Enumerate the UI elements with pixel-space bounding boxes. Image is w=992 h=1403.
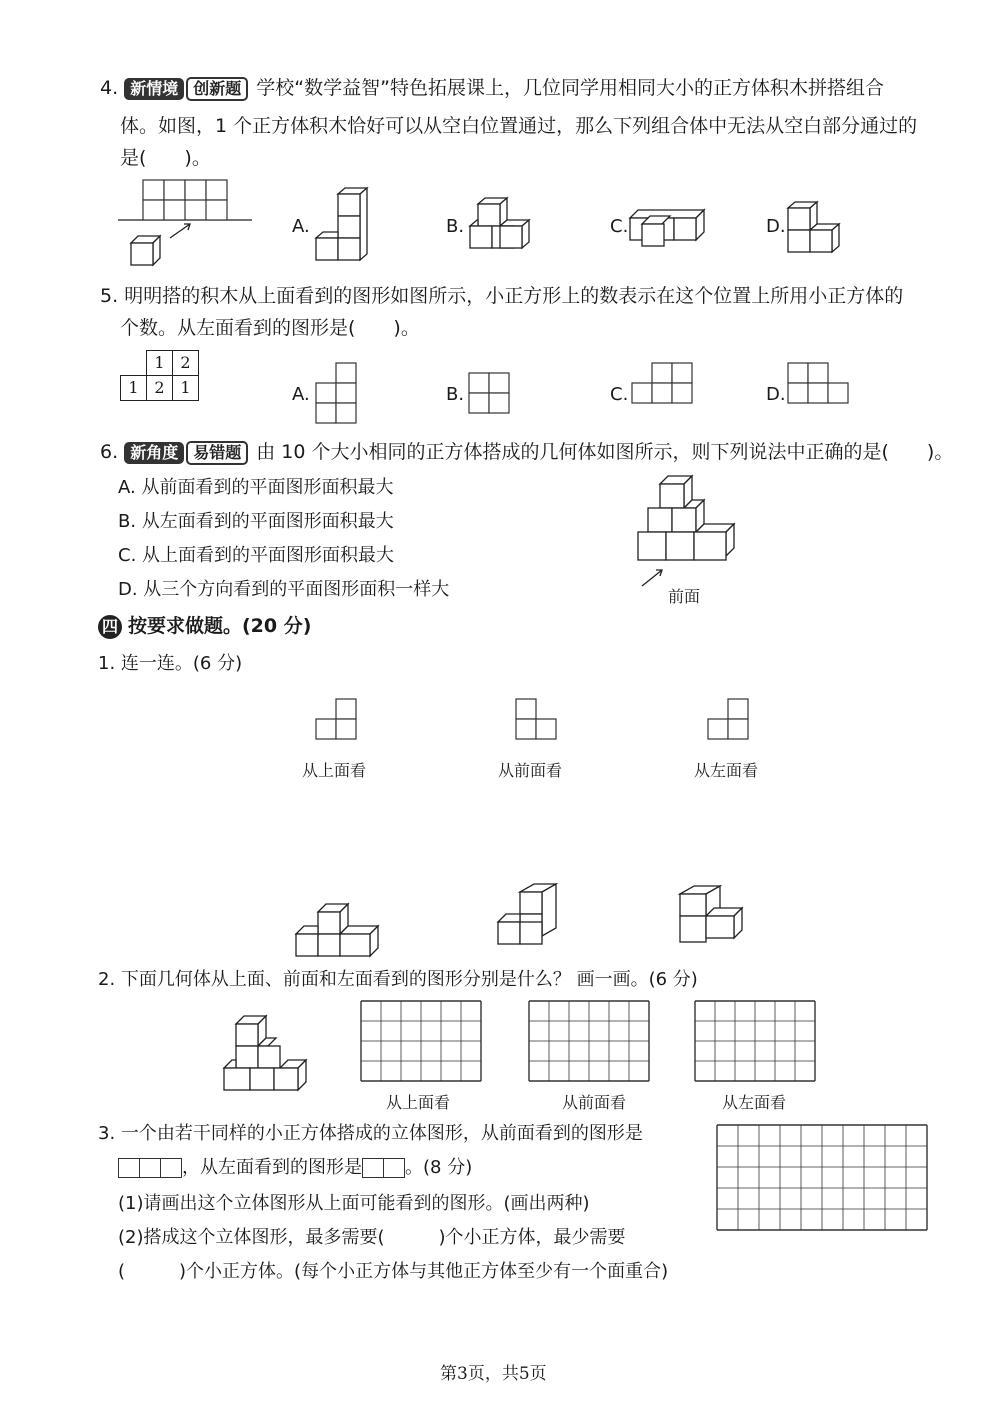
- p1-solid-2: [498, 884, 568, 946]
- q4-option-b-figure: [470, 198, 532, 250]
- p2-grid-top[interactable]: [360, 1000, 484, 1086]
- q5-option-b-figure: [468, 372, 512, 416]
- p1-view-label-front: 从前面看: [498, 761, 563, 780]
- q5-cell: 1: [172, 375, 199, 401]
- p1-solid-3: [680, 884, 750, 946]
- q6-tag-error-prone: 易错题: [186, 441, 248, 465]
- p3-sub-2: (2)搭成这个立体图形，最多需要( )个小正方体，最少需要: [118, 1227, 626, 1248]
- p3-sub-1: (1)请画出这个立体图形从上面可能看到的图形。(画出两种): [118, 1193, 590, 1214]
- q6-choice-d: D. 从三个方向看到的平面图形面积一样大: [118, 579, 450, 600]
- p2-grid-front[interactable]: [528, 1000, 652, 1086]
- p3-front-view-shape: [118, 1156, 182, 1180]
- q5-option-b-label: B.: [446, 384, 465, 405]
- q6-tag-new-angle: 新角度: [124, 442, 184, 464]
- p1-view-shape-1: [316, 698, 360, 742]
- q4-option-d-label: D.: [766, 216, 786, 237]
- q4-option-b-label: B.: [446, 216, 465, 237]
- section4-heading: [98, 614, 311, 639]
- q6-line1: [100, 440, 953, 465]
- section4-marker: 四: [98, 615, 122, 639]
- q5-top-view-grid: [120, 350, 200, 402]
- q6-choice-c: C. 从上面看到的平面图形面积最大: [118, 545, 395, 566]
- p1-view-label-top: 从上面看: [302, 761, 367, 780]
- q4-line1: [100, 76, 884, 101]
- q6-front-label: 前面: [668, 587, 701, 606]
- q4-text-3: 是( )。: [120, 147, 211, 169]
- q4-text-1: 学校“数学益智”特色拓展课上，几位同学用相同大小的正方体积木拼搭组合: [256, 77, 884, 99]
- p1-view-shape-2: [516, 698, 560, 742]
- q4-tag-innovative: 创新题: [186, 77, 248, 101]
- q6-number: 6.: [100, 441, 119, 463]
- p2-label-left: 从左面看: [722, 1093, 787, 1112]
- q4-option-d-figure: [788, 200, 846, 254]
- q4-option-c-figure: [630, 206, 710, 248]
- q6-solid-figure: [636, 476, 746, 588]
- p2-grid-left[interactable]: [694, 1000, 818, 1086]
- q4-loose-cube: [131, 236, 160, 265]
- q6-choice-b: B. 从左面看到的平面图形面积最大: [118, 511, 394, 532]
- p2-solid: [224, 1016, 310, 1100]
- p3-sub-3: ( )个小正方体。(每个小正方体与其他正方体至少有一个面重合): [118, 1261, 669, 1282]
- p2-label-front: 从前面看: [562, 1093, 627, 1112]
- q6-choice-a: A. 从前面看到的平面图形面积最大: [118, 477, 394, 498]
- p1-view-label-left: 从左面看: [694, 761, 759, 780]
- p2-title: 2. 下面几何体从上面、前面和左面看到的图形分别是什么？ 画一画。(6 分): [98, 969, 698, 990]
- p1-solid-1: [296, 900, 386, 956]
- p1-title: 1. 连一连。(6 分): [98, 653, 243, 674]
- q5-option-d-figure: [788, 362, 854, 406]
- p3-left-view-shape: [362, 1156, 405, 1180]
- q5-line1: [100, 284, 903, 308]
- q4-option-c-label: C.: [610, 216, 629, 237]
- q5-option-a-label: A.: [292, 384, 310, 405]
- q4-option-a-figure: [316, 188, 376, 264]
- p1-view-shape-3: [708, 698, 752, 742]
- q5-option-c-label: C.: [610, 384, 629, 405]
- q4-wall-figure: [118, 178, 258, 273]
- q5-number: 5.: [100, 285, 119, 307]
- q5-cell: 2: [146, 375, 173, 401]
- page-footer: 第3页，共5页: [440, 1364, 547, 1384]
- q4-option-a-label: A.: [292, 216, 310, 237]
- p3-text-2a: ，从左面看到的图形是: [182, 1157, 362, 1178]
- q5-cell: 1: [146, 350, 173, 376]
- q5-text-2: 个数。从左面看到的图形是( )。: [120, 317, 420, 339]
- section4-title: 按要求做题。(20 分): [128, 615, 312, 637]
- q4-number: 4.: [100, 77, 119, 99]
- q5-option-d-label: D.: [766, 384, 786, 405]
- q5-text-1: 明明搭的积木从上面看到的图形如图所示，小正方形上的数表示在这个位置上所用小正方体的: [124, 285, 904, 307]
- q5-option-a-figure: [316, 362, 360, 426]
- p3-line2: [118, 1156, 472, 1180]
- q6-text-1: 由 10 个大小相同的正方体搭成的几何体如图所示，则下列说法中正确的是( )。: [256, 441, 954, 463]
- q4-text-2: 体。如图，1 个正方体积木恰好可以从空白位置通过，那么下列组合体中无法从空白部分通过的: [120, 115, 918, 137]
- p3-drawing-grid[interactable]: [716, 1124, 930, 1234]
- q4-tag-new-context: 新情境: [124, 78, 184, 100]
- q5-cell: 2: [172, 350, 199, 376]
- q5-cell: 1: [120, 375, 147, 401]
- p2-label-top: 从上面看: [386, 1093, 451, 1112]
- p3-text-1: 3. 一个由若干同样的小正方体搭成的立体图形，从前面看到的图形是: [98, 1123, 643, 1144]
- p3-text-2b: 。(8 分): [405, 1157, 473, 1178]
- q5-option-c-figure: [632, 362, 696, 406]
